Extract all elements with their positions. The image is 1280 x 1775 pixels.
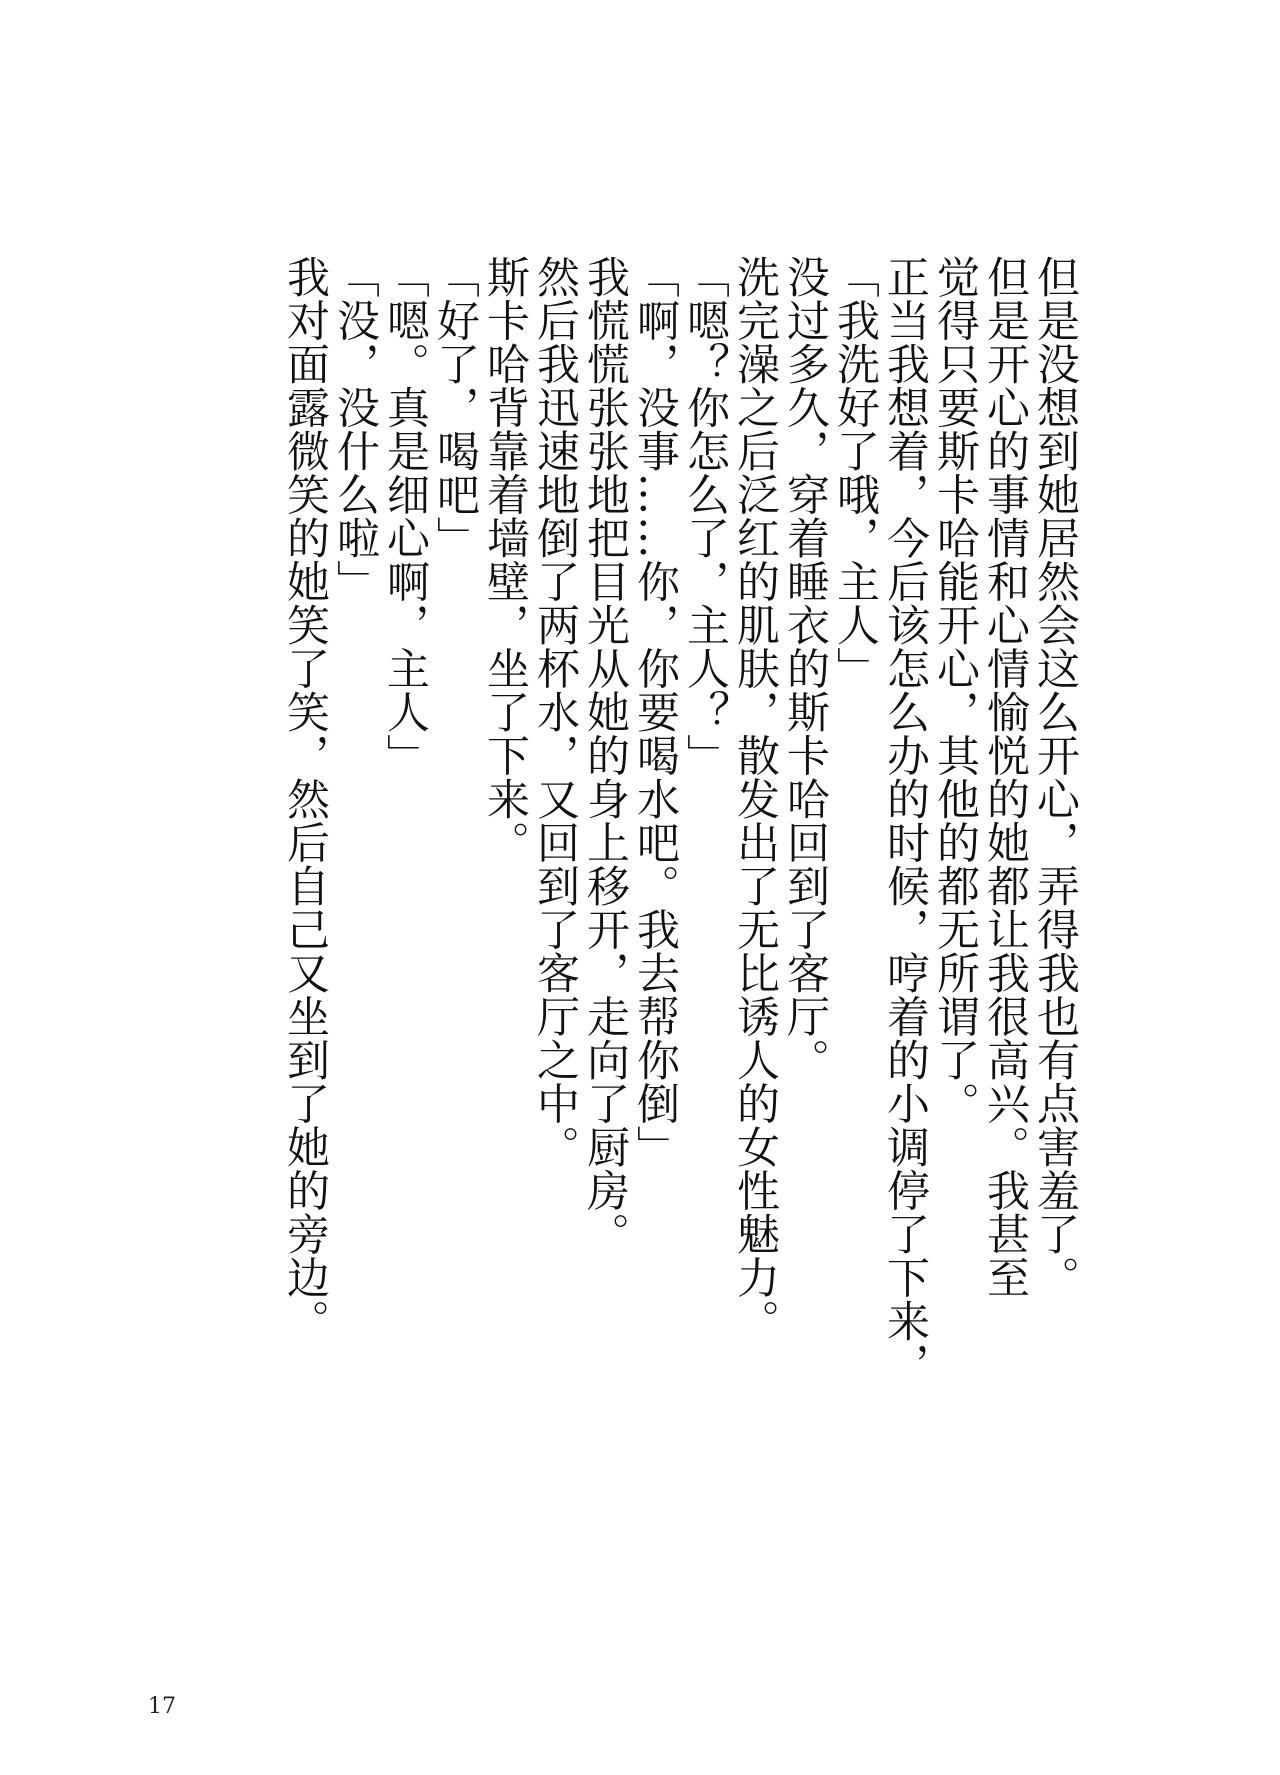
text-line: 我慌慌张张地把目光从她的身上移开，走向了厨房。 — [580, 255, 630, 1256]
text-line: 没过多久，穿着睡衣的斯卡哈回到了客厅。 — [780, 255, 830, 1082]
text-line: 斯卡哈背靠着墙壁，坐了下来。 — [480, 255, 530, 864]
dialogue-line: 「好了，喝吧」 — [430, 255, 480, 560]
text-line: 但是开心的事情和心情愉悦的她都让我很高兴。我甚至 — [980, 255, 1030, 1299]
text-line: 正当我想着，今后该怎么办的时候，哼着的小调停了下来， — [880, 255, 930, 1386]
page-number: 17 — [148, 1694, 176, 1719]
dialogue-line: 「嗯？你怎么了，主人？」 — [680, 255, 730, 777]
text-line: 我对面露微笑的她笑了笑，然后自己又坐到了她的旁边。 — [280, 255, 330, 1343]
text-line: 觉得只要斯卡哈能开心，其他的都无所谓了。 — [930, 255, 980, 1125]
vertical-text-block — [180, 255, 1080, 1386]
dialogue-line: 「嗯。真是细心啊，主人」 — [380, 255, 430, 777]
dialogue-line: 「没，没什么啦」 — [330, 255, 380, 603]
dialogue-line: 「我洗好了哦，主人」 — [830, 255, 880, 690]
text-line: 洗完澡之后泛红的肌肤，散发出了无比诱人的女性魅力。 — [730, 255, 780, 1343]
text-line: 然后我迅速地倒了两杯水，又回到了客厅之中。 — [530, 255, 580, 1169]
text-line: 但是没想到她居然会这么开心，弄得我也有点害羞了。 — [1030, 255, 1080, 1299]
dialogue-line: 「啊，没事……你，你要喝水吧。我去帮你倒」 — [630, 255, 680, 1169]
